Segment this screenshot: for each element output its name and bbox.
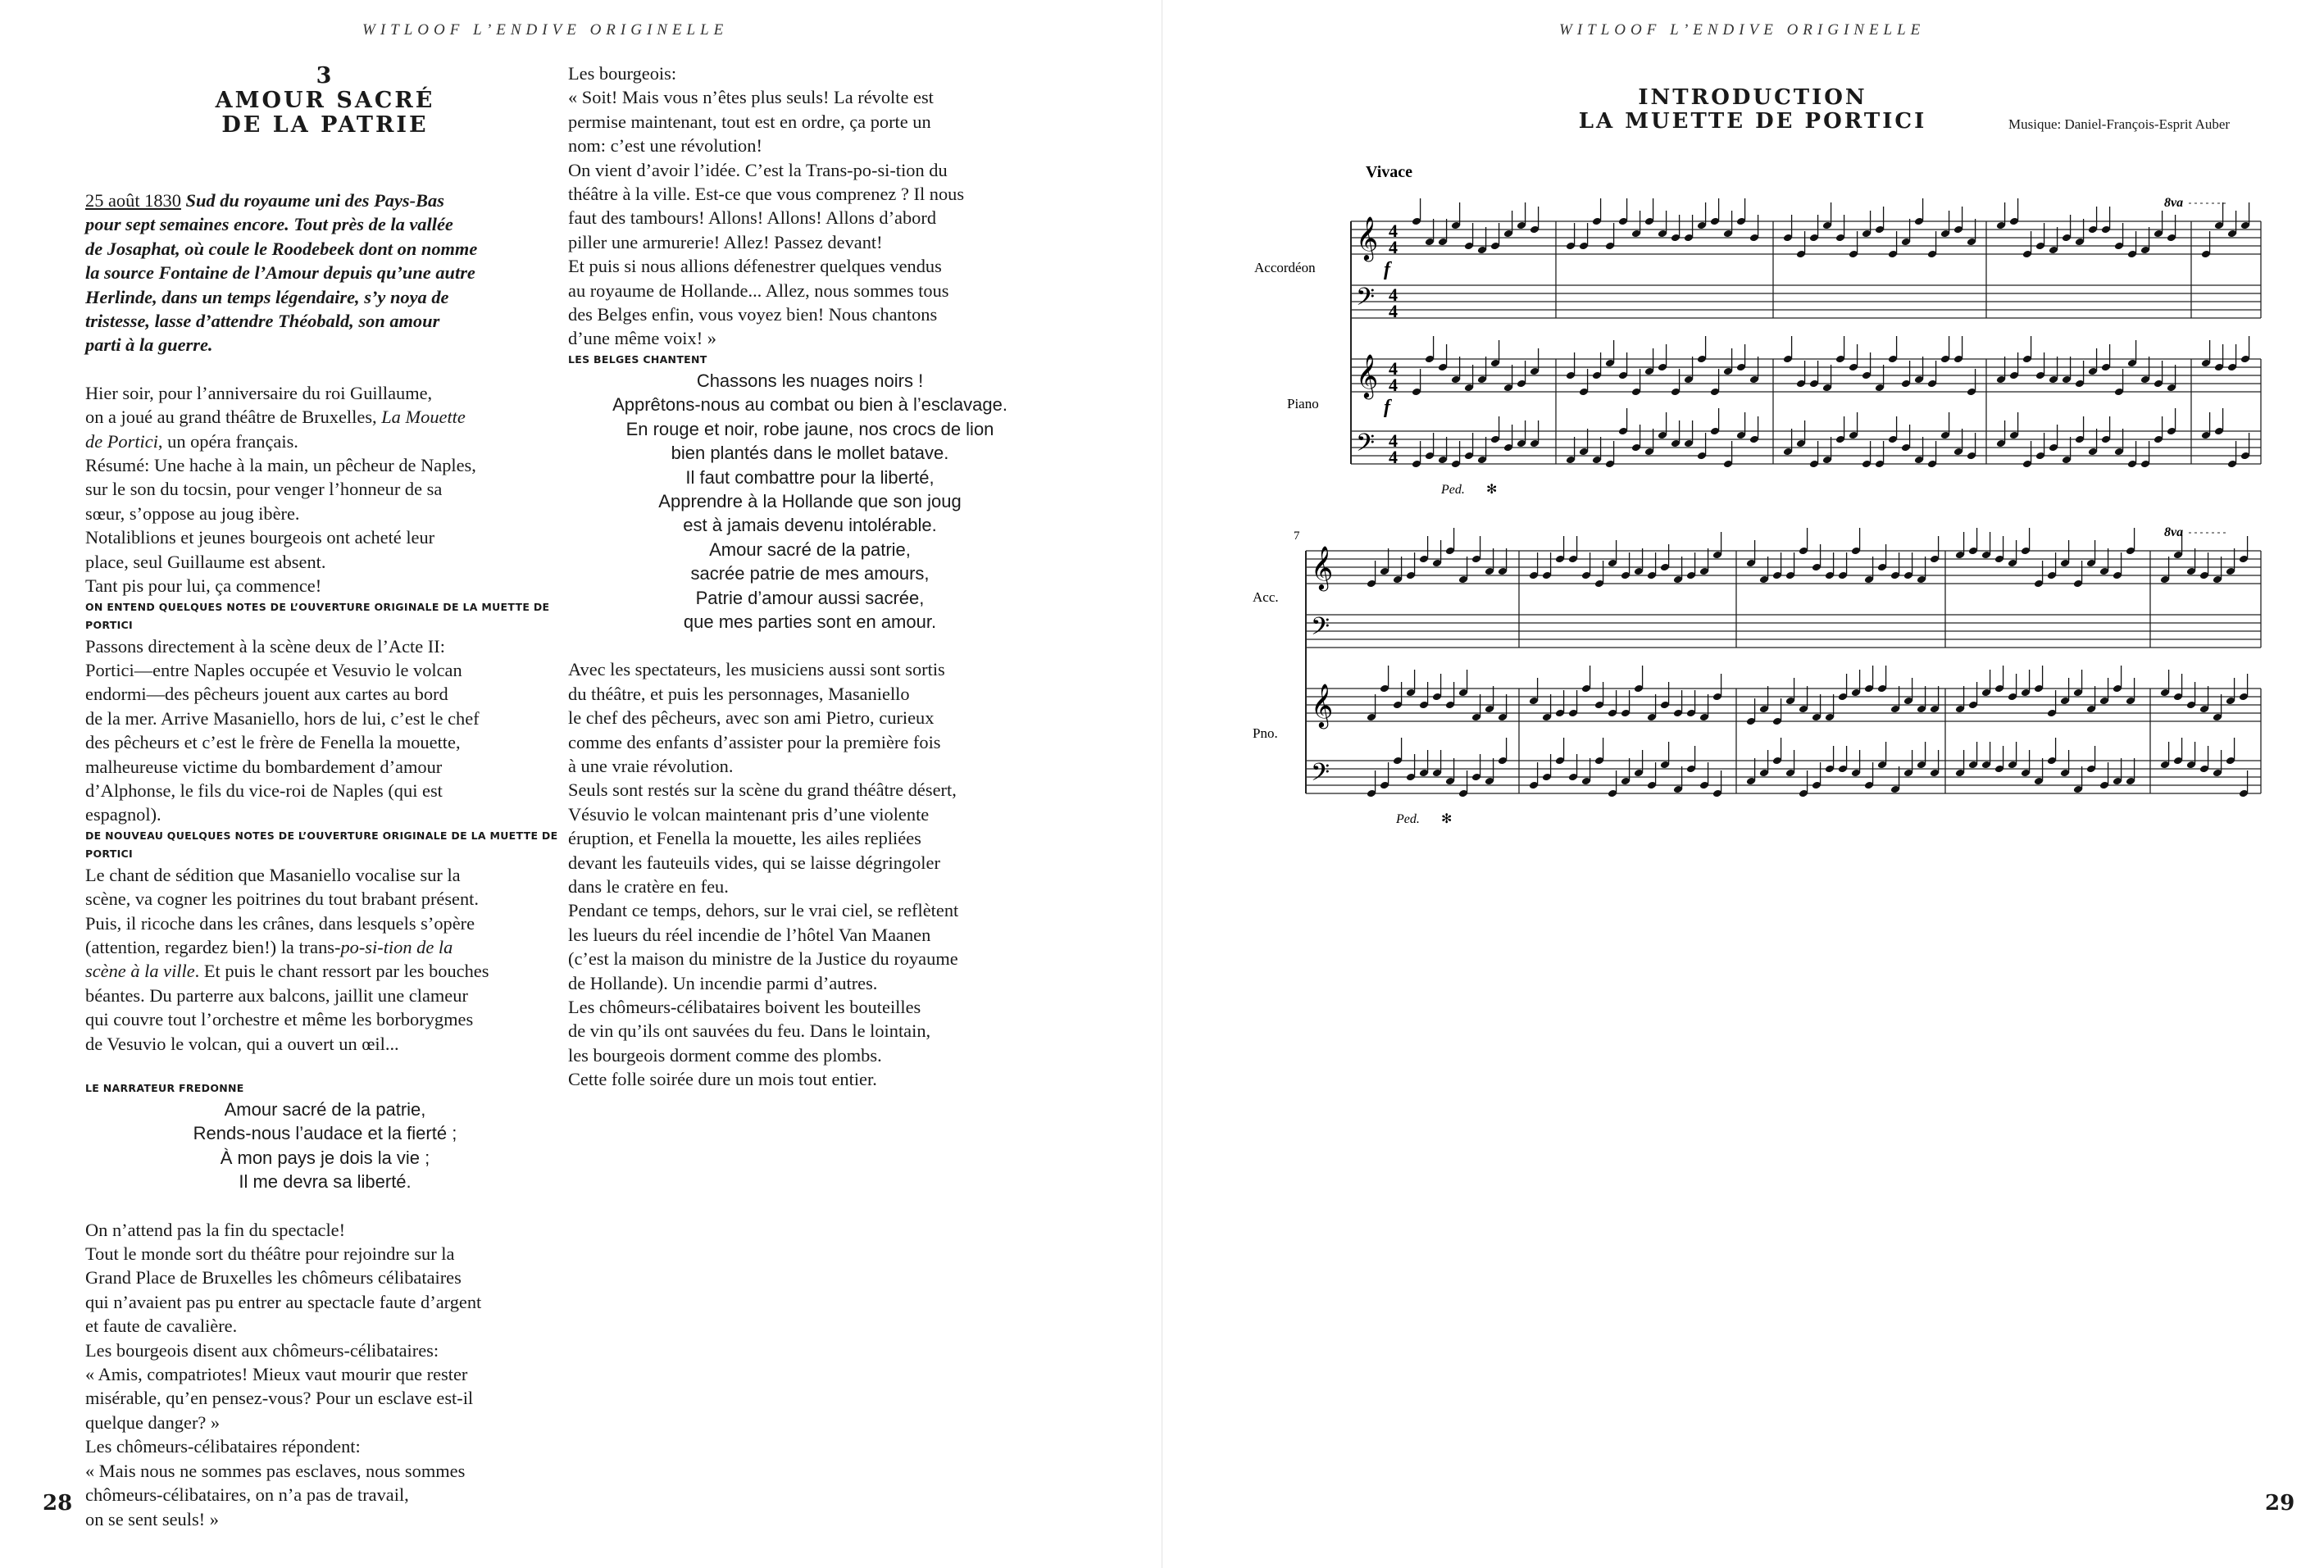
paragraph-lines <box>85 453 565 598</box>
text-line: que mes parties sont en amour. <box>683 611 937 632</box>
composer-credit: Musique: Daniel-François-Esprit Auber <box>2008 116 2231 132</box>
text-line: Il me devra sa liberté. <box>239 1171 412 1193</box>
text-line: qui couvre tout l’orchestre et même les borborygmes <box>85 1009 474 1030</box>
running-head-right: WITLOOF L’ENDIVE ORIGINELLE <box>1559 21 1926 39</box>
bass-clef-icon: 𝄢 <box>1311 613 1330 646</box>
text-line: scène, va cogner les poitrines du tout brabant présent. <box>85 889 479 910</box>
text-line: comme des enfants d’assister pour la première fois <box>568 731 941 752</box>
page-number-right: 29 <box>2265 1491 2295 1516</box>
text-line: de Vesuvio le volcan, qui a ouvert un œil... <box>85 1033 399 1054</box>
text-line: d’une même voix! » <box>568 328 716 349</box>
chapter-number: 3 <box>316 63 334 89</box>
instrument-label: Acc. <box>1253 589 1279 605</box>
text-line: nom: c’est une révolution! <box>568 135 762 157</box>
tempo-marking: Vivace <box>1366 163 1413 181</box>
opera-title: de Portici <box>85 430 158 452</box>
left-column <box>85 64 565 1531</box>
pedal-marking: Ped. <box>1441 483 1465 497</box>
treble-clef-icon: 𝄞 <box>1356 355 1379 397</box>
text-line: Apprêtons-nous au combat ou bien à l’esclavage. <box>612 394 1007 416</box>
italic-text: scène à la ville <box>85 961 195 982</box>
text-line: d’Alphonse, le fils du vice-roi de Naples (qui est <box>85 779 443 801</box>
stage-direction-4: LES BELGES CHANTENT <box>568 352 707 366</box>
instrument-label: Accordéon <box>1254 260 1316 275</box>
pedal-release-icon: ✻ <box>1486 483 1498 497</box>
text-line: « Soit! Mais vous n’êtes plus seuls! La révolte est <box>568 87 934 108</box>
text-line: Patrie d’amour aussi sacrée, <box>695 587 925 608</box>
text-line: Les chômeurs-célibataires répondent: <box>85 1436 361 1457</box>
text-line: Et puis si nous allions défenestrer quelques vendus <box>568 256 942 277</box>
treble-clef-icon: 𝄞 <box>1356 217 1379 259</box>
text-line: Grand Place de Bruxelles les chômeurs célibataires <box>85 1267 462 1288</box>
stage-direction-2: DE NOUVEAU QUELQUES NOTES DE L’OUVERTURE ORIGINALE DE LA MUETTE DE PORTICI <box>85 829 558 860</box>
time-signature: 4 <box>1389 447 1398 467</box>
text-line: qui n’avaient pas pu entrer au spectacle faute d’argent <box>85 1291 482 1312</box>
text-line: place, seul Guillaume est absent. <box>85 551 326 572</box>
text-line: Les bourgeois disent aux chômeurs-célibataires: <box>85 1339 439 1361</box>
text-line: théâtre à la ville. Est-ce que vous comprenez ? Il nous <box>568 184 965 205</box>
text-line: Seuls sont restés sur la scène du grand théâtre désert, <box>568 779 957 801</box>
paragraph-lines <box>85 984 565 1056</box>
paragraph-sedition <box>85 863 565 1056</box>
text-line: Les chômeurs-célibataires boivent les bouteilles <box>568 997 921 1018</box>
score-title-line-1: INTRODUCTION <box>1638 85 1867 110</box>
text-line: de Hollande). Un incendie parmi d’autres. <box>568 972 878 993</box>
verse-belges <box>568 369 1052 634</box>
lead-line: de Josaphat, où coule le Roodebeek dont on nomme <box>85 238 478 259</box>
octave-marking: 8va <box>2164 196 2184 210</box>
text-line: Rends-nous l’audace et la fierté ; <box>193 1123 457 1144</box>
lead-line: Herlinde, dans un temps légendaire, s’y noya de <box>85 286 449 307</box>
text-line: Tant pis pour lui, ça commence! <box>85 575 322 597</box>
stage-direction-3: LE NARRATEUR FREDONNE <box>85 1082 244 1094</box>
text-line: misérable, qu’en pensez-vous? Pour un esclave est-il <box>85 1388 474 1409</box>
time-signature: 4 <box>1389 375 1398 395</box>
lead-date: 25 août 1830 <box>85 190 181 211</box>
text-line: On n’attend pas la fin du spectacle! <box>85 1219 346 1240</box>
text-line: Cette folle soirée dure un mois tout entier. <box>568 1069 877 1090</box>
text-line: piller une armurerie! Allez! Passez devant! <box>568 231 883 252</box>
text-line: Notaliblions et jeunes bourgeois ont acheté leur <box>85 527 435 548</box>
lead-line: tristesse, lasse d’attendre Théobald, son amour <box>85 311 440 332</box>
text-line: « Amis, compatriotes! Mieux vaut mourir que rester <box>85 1364 468 1385</box>
pedal-release-icon: ✻ <box>1441 812 1453 826</box>
text-line: est à jamais devenu intolérable. <box>683 515 937 536</box>
text-line: les lueurs du réel incendie de l’hôtel Van Maanen <box>568 924 931 945</box>
text-line: espagnol). <box>85 804 161 825</box>
text-line: Tout le monde sort du théâtre pour rejoindre sur la <box>85 1243 455 1265</box>
treble-clef-icon: 𝄞 <box>1311 684 1334 726</box>
text-line: Passons directement à la scène deux de l’Acte II: <box>85 635 445 657</box>
paragraph-lines <box>85 863 565 935</box>
text-line: de la mer. Arrive Masaniello, hors de lui, c’est le chef <box>85 707 480 729</box>
text-line: endormi—des pêcheurs jouent aux cartes au bord <box>85 684 448 705</box>
paragraph-opera <box>85 381 565 598</box>
text-line: éruption, et Fenella la mouette, les ailes repliées <box>568 828 921 849</box>
text-line: . Et puis le chant ressort par les bouches <box>194 961 489 982</box>
instrument-label: Piano <box>1287 396 1319 411</box>
text-line: , un opéra français. <box>157 430 298 452</box>
text-line: En rouge et noir, robe jaune, nos crocs de lion <box>625 418 994 439</box>
text-line: bien plantés dans le mollet batave. <box>671 443 949 464</box>
bass-clef-icon: 𝄢 <box>1356 429 1376 462</box>
text-line: on a joué au grand théâtre de Bruxelles, <box>85 407 382 428</box>
text-line: Chassons les nuages noirs ! <box>696 370 924 391</box>
paragraph-grand-place <box>85 1218 565 1531</box>
text-line: à une vraie révolution. <box>568 755 734 776</box>
text-line: sur le son du tocsin, pour venger l’honneur de sa <box>85 479 443 500</box>
time-signature: 4 <box>1389 220 1398 241</box>
text-line: Il faut combattre pour la liberté, <box>685 466 935 488</box>
text-line: À mon pays je dois la vie ; <box>220 1147 430 1168</box>
lead-paragraph <box>85 189 565 357</box>
text-line: Puis, il ricoche dans les crânes, dans lesquels s’opère <box>85 912 475 934</box>
lead-line: parti à la guerre. <box>85 334 213 356</box>
text-line: « Mais nous ne sommes pas esclaves, nous sommes <box>85 1460 466 1481</box>
text-line: on se sent seuls! » <box>85 1508 219 1529</box>
bass-clef-icon: 𝄢 <box>1356 284 1376 316</box>
time-signature: 4 <box>1389 284 1398 305</box>
time-signature: 4 <box>1389 237 1398 257</box>
lead-line: Sud du royaume uni des Pays-Bas <box>180 190 444 211</box>
text-line: permise maintenant, tout est en ordre, ça porte un <box>568 111 931 132</box>
text-line: Résumé: Une hache à la main, un pêcheur de Naples, <box>85 455 476 476</box>
text-line: de vin qu’ils ont sauvées du feu. Dans le lointain, <box>568 1020 931 1042</box>
text-line: Le chant de sédition que Masaniello vocalise sur la <box>85 864 461 885</box>
text-line: Hier soir, pour l’anniversaire du roi Guillaume, <box>85 382 433 403</box>
dynamic-marking: f <box>1384 259 1390 280</box>
text-line: Apprendre à la Hollande que son joug <box>658 490 962 511</box>
text-line: (c’est la maison du ministre de la Justice du royaume <box>568 948 958 970</box>
octave-marking: 8va <box>2164 525 2184 539</box>
time-signature: 4 <box>1389 301 1398 321</box>
text-line: faut des tambours! Allons! Allons! Allons d’abord <box>568 207 937 229</box>
text-line: sœur, s’oppose au joug ibère. <box>85 502 300 524</box>
score-title-line-2: LA MUETTE DE PORTICI <box>1578 109 1927 134</box>
text-line: quelque danger? » <box>85 1411 221 1433</box>
text-line: Les bourgeois: <box>568 63 677 84</box>
page-number-left: 28 <box>43 1491 73 1516</box>
text-line: Amour sacré de la patrie, <box>224 1099 426 1120</box>
text-line: chômeurs-célibataires, on n’a pas de travail, <box>85 1484 409 1506</box>
paragraph-act-two <box>85 634 565 827</box>
text-line: au royaume de Hollande... Allez, nous sommes tous <box>568 280 949 301</box>
music-score <box>1162 0 2324 902</box>
instrument-label: Pno. <box>1253 725 1278 741</box>
opera-title: La Mouette <box>381 407 466 428</box>
text-line: Avec les spectateurs, les musiciens aussi sont sortis <box>568 659 945 680</box>
treble-clef-icon: 𝄞 <box>1311 547 1334 589</box>
text-line: les bourgeois dorment comme des plombs. <box>568 1044 882 1066</box>
text-line: dans le cratère en feu. <box>568 876 729 897</box>
italic-text: po-si-tion de la <box>340 936 453 957</box>
dynamic-marking: f <box>1384 397 1390 418</box>
verse-amour-sacre <box>85 1098 565 1194</box>
time-signature: 4 <box>1389 358 1398 379</box>
running-head-left: WITLOOF L’ENDIVE ORIGINELLE <box>362 21 729 39</box>
chapter-title-line-1: AMOUR SACRÉ <box>215 88 435 113</box>
text-line: des Belges enfin, vous voyez bien! Nous chantons <box>568 304 938 325</box>
text-line: sacrée patrie de mes amours, <box>690 563 930 584</box>
text-line: Amour sacré de la patrie, <box>709 539 911 560</box>
lead-line: pour sept semaines encore. Tout près de la vallée <box>85 214 453 235</box>
text-line: (attention, regardez bien!) la trans- <box>85 936 341 957</box>
chapter-title-line-2: DE LA PATRIE <box>221 112 429 138</box>
measure-number: 7 <box>1294 529 1300 543</box>
stage-direction-1: ON ENTEND QUELQUES NOTES DE L’OUVERTURE ORIGINALE DE LA MUETTE DE PORTICI <box>85 600 550 631</box>
text-line: des pêcheurs et c’est le frère de Fenella la mouette, <box>85 732 461 753</box>
pedal-marking: Ped. <box>1396 812 1420 826</box>
bass-clef-icon: 𝄢 <box>1311 759 1330 792</box>
text-line: du théâtre, et puis les personnages, Masaniello <box>568 683 910 704</box>
lead-line: la source Fontaine de l’Amour depuis qu’une autre <box>85 262 475 284</box>
right-column <box>568 61 1060 1092</box>
text-line: béantes. Du parterre aux balcons, jaillit une clameur <box>85 984 468 1006</box>
paragraph-bourgeois <box>568 61 1060 351</box>
right-page <box>1162 0 2324 1568</box>
text-line: le chef des pêcheurs, avec son ami Pietro, curieux <box>568 707 935 729</box>
text-line: Vésuvio le volcan maintenant pris d’une violente <box>568 803 930 825</box>
text-line: On vient d’avoir l’idée. C’est la Trans-po-si-tion du <box>568 159 948 180</box>
text-line: Portici—entre Naples occupée et Vesuvio le volcan <box>85 659 462 680</box>
text-line: et faute de cavalière. <box>85 1316 238 1337</box>
text-line: devant les fauteuils vides, qui se laisse dégringoler <box>568 852 940 873</box>
text-line: malheureuse victime du bombardement d’amour <box>85 756 443 777</box>
text-line: Pendant ce temps, dehors, sur le vrai ciel, se reflètent <box>568 900 959 921</box>
paragraph-revolution <box>568 657 1060 1091</box>
time-signature: 4 <box>1389 430 1398 451</box>
